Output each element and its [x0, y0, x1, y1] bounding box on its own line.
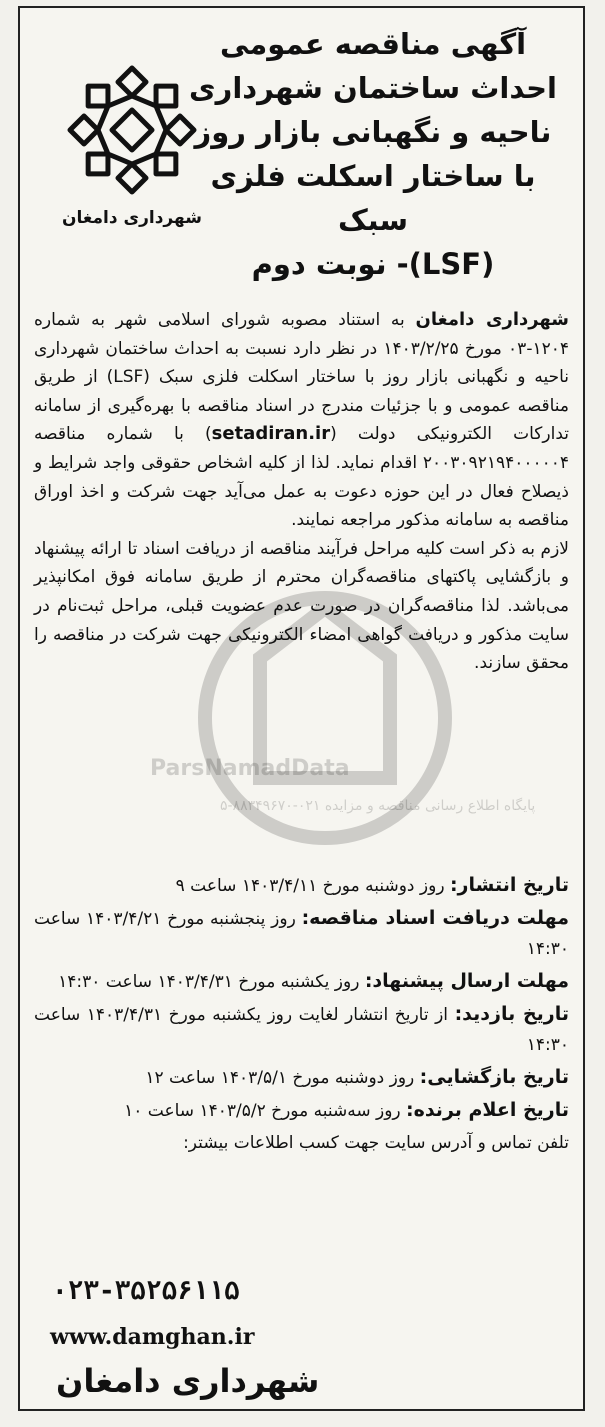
title-line-2: احداث ساختمان شهرداری [189, 71, 557, 105]
notice-body [34, 306, 569, 678]
date-bid-deadline: مهلت ارسال پیشنهاد: روز یکشنبه مورخ ۱۴۰۳/۴/۳۱ ساعت ۱۴:۳۰ [58, 970, 569, 992]
notice-title [183, 22, 563, 286]
date-doc-deadline: مهلت دریافت اسناد مناقصه: روز پنجشنبه مورخ ۱۴۰۳/۴/۲۱ ساعت ۱۴:۳۰ [34, 907, 569, 959]
logo-caption: شهرداری دامغان [62, 208, 202, 228]
signature: شهرداری دامغان [56, 1362, 320, 1400]
website-link[interactable]: www.damghan.ir [50, 1324, 255, 1350]
title-line-4: با ساختار اسکلت فلزی سبک [210, 159, 536, 237]
municipality-logo [52, 60, 212, 228]
setad-link[interactable]: setadiran.ir [211, 423, 331, 445]
body-paragraph-2: لازم به ذکر است کلیه مراحل فرآیند مناقصه از دریافت اسناد تا ارائه پیشنهاد و بازگشایی پاکتهای مناقصه‌گران محترم از طریق سامانه فوق امکانپذیر می‌باشد. لذا مناقصه‌گران در صورت عدم عضویت قبلی، مراحل ثبت‌نام در سایت مذکور و دریافت گواهی امضاء الکترونیکی جهت شرکت در مناقصه را محقق سازند. [34, 538, 569, 674]
contact-phone[interactable]: ۰۲۳-۳۵۲۵۶۱۱۵ [52, 1276, 240, 1306]
date-visit: تاریخ بازدید: از تاریخ انتشار لغایت روز یکشنبه مورخ ۱۴۰۳/۴/۳۱ ساعت ۱۴:۳۰ [34, 1003, 569, 1055]
contact-intro: تلفن تماس و آدرس سایت جهت کسب اطلاعات بیشتر: [183, 1133, 569, 1153]
rosette-logo-icon [66, 60, 198, 200]
watermark-tagline: پایگاه اطلاع رسانی مناقصه و مزایده ۰۲۱-۸۸۳۴۹۶۷۰-۵ [220, 798, 536, 814]
watermark-brand: ParsNamadData [150, 756, 350, 781]
org-name: شهرداری دامغان [415, 309, 570, 330]
body-paragraph-1: شهرداری دامغان به استناد مصوبه شورای اسلامی شهر به شماره ۱۲۰۴-۰۳ مورخ ۱۴۰۳/۲/۲۵ در نظر دارد نسبت به احداث ساختمان شهرداری ناحیه و نگهبانی بازار روز با ساختار اسکلت فلزی سبک (LSF) از طریق مناقصه عمومی و با جزئیات مندرج در اسناد مناقصه با بهره‌گیری از سامانه تدارکات الکترونیکی دولت (setadiran.ir) با شماره مناقصه ۲۰۰۳۰۹۲۱۹۴۰۰۰۰۰۴ اقدام نماید. لذا از کلیه اشخاص حقوقی واجد شرایط و ذیصلاح فعال در این حوزه دعوت به عمل می‌آید جهت شرکت و اخذ اوراق مناقصه به سامانه مذکور مراجعه نمایند. [34, 309, 570, 531]
date-opening: تاریخ بازگشایی: روز دوشنبه مورخ ۱۴۰۳/۵/۱ ساعت ۱۲ [145, 1066, 569, 1088]
notice-frame [18, 6, 585, 1411]
date-winner: تاریخ اعلام برنده: روز سه‌شنبه مورخ ۱۴۰۳/۵/۲ ساعت ۱۰ [124, 1099, 569, 1121]
date-publish: تاریخ انتشار: روز دوشنبه مورخ ۱۴۰۳/۴/۱۱ ساعت ۹ [175, 874, 569, 896]
dates-section [34, 870, 569, 1160]
notice-header [40, 22, 563, 304]
title-line-3: ناحیه و نگهبانی بازار روز [194, 115, 552, 149]
title-line-1: آگهی مناقصه عمومی [219, 27, 527, 61]
title-line-5: (LSF)- نوبت دوم [251, 247, 495, 281]
